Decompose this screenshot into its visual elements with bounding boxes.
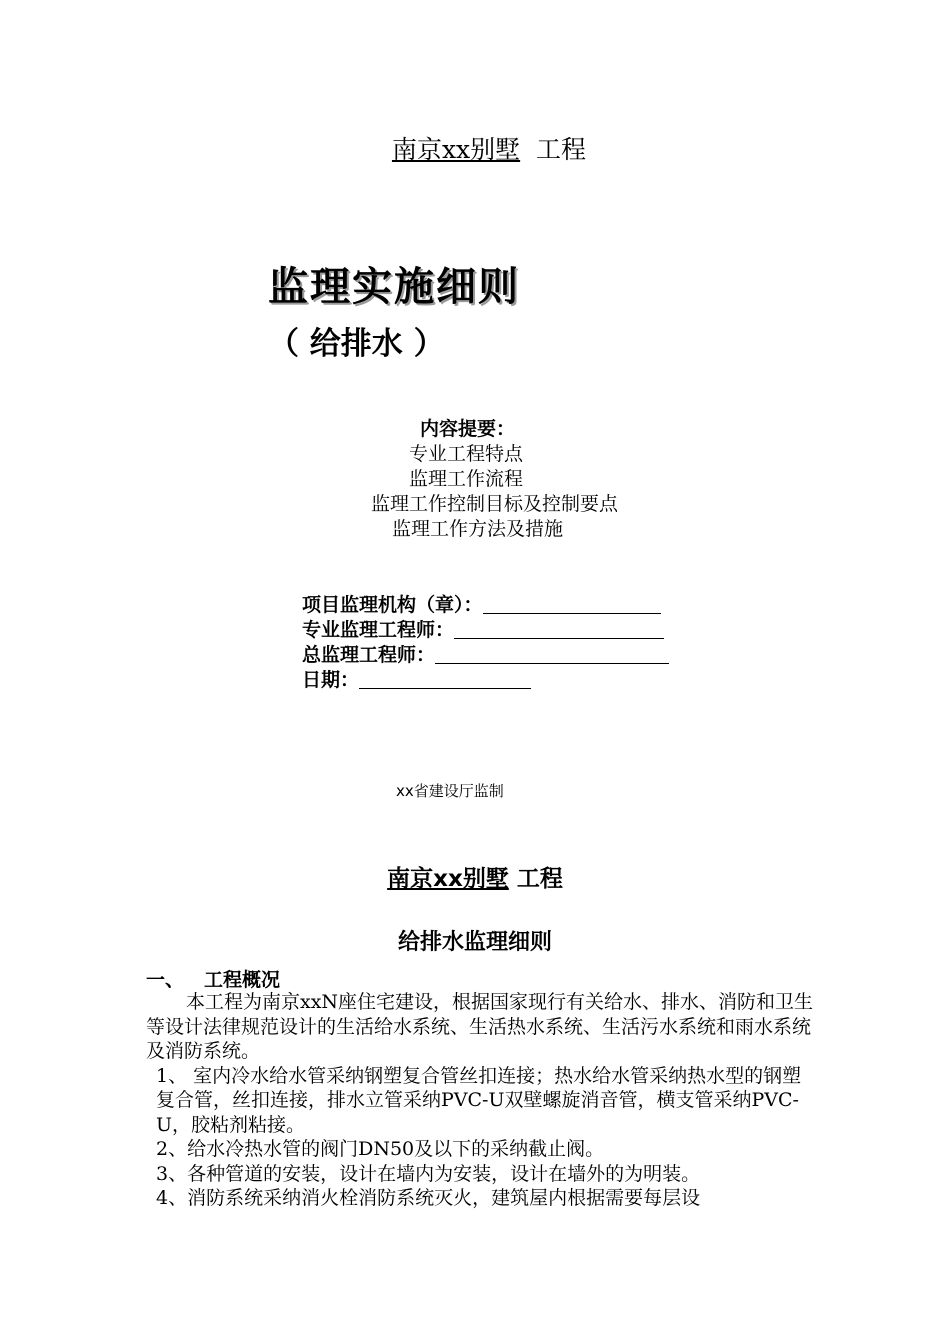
cover-issuer: xx省建设厅监制 <box>396 782 504 800</box>
summary-item: 监理工作方法及措施 <box>392 518 564 540</box>
cover-project-title <box>0 130 950 166</box>
cover-subtitle: （ 给排水 ） <box>268 326 445 362</box>
signature-blank-line <box>359 668 531 689</box>
section-number: 一、 <box>146 969 185 991</box>
body-subtitle: 给排水监理细则 <box>397 930 552 955</box>
cover-main-title: 监理实施细则 <box>268 264 520 310</box>
summary-item: 监理工作流程 <box>409 468 524 490</box>
signature-row-agency <box>302 590 661 617</box>
list-item: 2、给水冷热水管的阀门DN50及以下的采纳截止阀。 <box>156 1138 605 1160</box>
section-title: 工程概况 <box>204 969 281 991</box>
section-heading <box>146 965 280 992</box>
signature-label: 日期： <box>302 669 360 691</box>
cover-project-suffix: 工程 <box>536 135 587 164</box>
summary-item: 监理工作控制目标及控制要点 <box>371 493 619 515</box>
summary-item: 专业工程特点 <box>409 443 524 465</box>
signature-blank-line <box>435 643 669 664</box>
signature-label: 专业监理工程师： <box>302 619 455 641</box>
body-project-name: 南京xx别墅 <box>387 866 509 892</box>
cover-project-name: 南京xx别墅 <box>391 135 521 164</box>
signature-blank-line <box>454 618 664 639</box>
signature-row-specialist <box>302 615 664 642</box>
paragraph: 本工程为南京xxN座住宅建设，根据国家现行有关给水、排水、消防和卫生等设计法律规范设计的生活给水系统、生活热水系统、生活污水系统和雨水系统及消防系统。 <box>146 991 814 1062</box>
body-project-suffix: 工程 <box>516 866 563 892</box>
signature-row-date <box>302 665 531 692</box>
list-item: 1、 室内冷水给水管采纳钢塑复合管丝扣连接；热水给水管采纳热水型的钢塑复合管，丝扣连接，排水立管采纳PVC-U双壁螺旋消音管，横支管采纳PVC-U，胶粘剂粘接。 <box>156 1064 802 1136</box>
signature-label: 项目监理机构（章）： <box>302 594 483 616</box>
signature-label: 总监理工程师： <box>302 644 436 666</box>
body-project-title <box>0 860 950 893</box>
list-item: 4、消防系统采纳消火栓消防系统灭火，建筑屋内根据需要每层设 <box>156 1187 701 1209</box>
list-item: 3、各种管道的安装，设计在墙内为安装，设计在墙外的为明装。 <box>156 1162 701 1185</box>
signature-blank-line <box>483 593 661 614</box>
body-text <box>146 990 816 1211</box>
signature-row-chief <box>302 640 669 667</box>
summary-heading: 内容提要： <box>420 418 516 440</box>
